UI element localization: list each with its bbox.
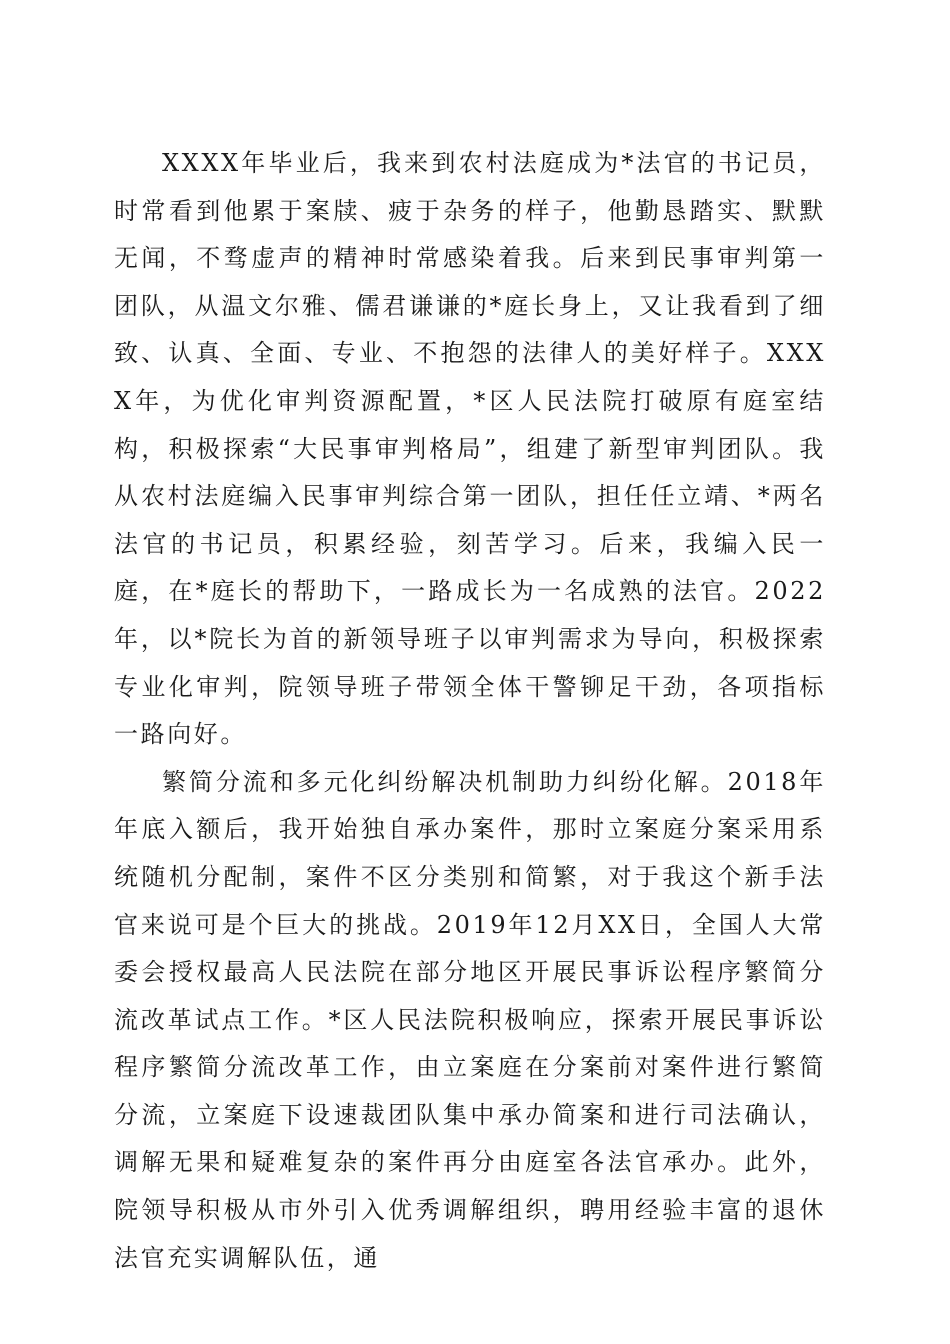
paragraph-case-diversion: 繁简分流和多元化纠纷解决机制助力纠纷化解。2018年年底入额后，我开始独自承办案件，那时立案庭分案采用系统随机分配制，案件不区分类别和简繁，对于我这个新手法官来说可是个巨大的挑战。2019年12月XX日，全国人大常委会授权最高人民法院在部分地区开展民事诉讼程序繁简分流改革试点工作。*区人民法院积极响应，探索开展民事诉讼程序繁简分流改革工作，由立案庭在分案前对案件进行繁简分流，立案庭下设速裁团队集中承办简案和进行司法确认，调解无果和疑难复杂的案件再分由庭室各法官承办。此外，院领导积极从市外引入优秀调解组织，聘用经验丰富的退休法官充实调解队伍，通 — [114, 767, 826, 1272]
document-body — [114, 140, 826, 1282]
paragraph-career-history: XXXX年毕业后，我来到农村法庭成为*法官的书记员，时常看到他累于案牍、疲于杂务的样子，他勤恳踏实、默默无闻，不骛虚声的精神时常感染着我。后来到民事审判第一团队，从温文尔雅、儒君谦谦的*庭长身上，又让我看到了细致、认真、全面、专业、不抱怨的法律人的美好样子。XXXX年，为优化审判资源配置，*区人民法院打破原有庭室结构，积极探索“大民事审判格局”，组建了新型审判团队。我从农村法庭编入民事审判综合第一团队，担任任立靖、*两名法官的书记员，积累经验，刻苦学习。后来，我编入民一庭，在*庭长的帮助下，一路成长为一名成熟的法官。2022年，以*院长为首的新领导班子以审判需求为导向，积极探索专业化审判，院领导班子带领全体干警铆足干劲，各项指标一路向好。 — [114, 149, 826, 749]
